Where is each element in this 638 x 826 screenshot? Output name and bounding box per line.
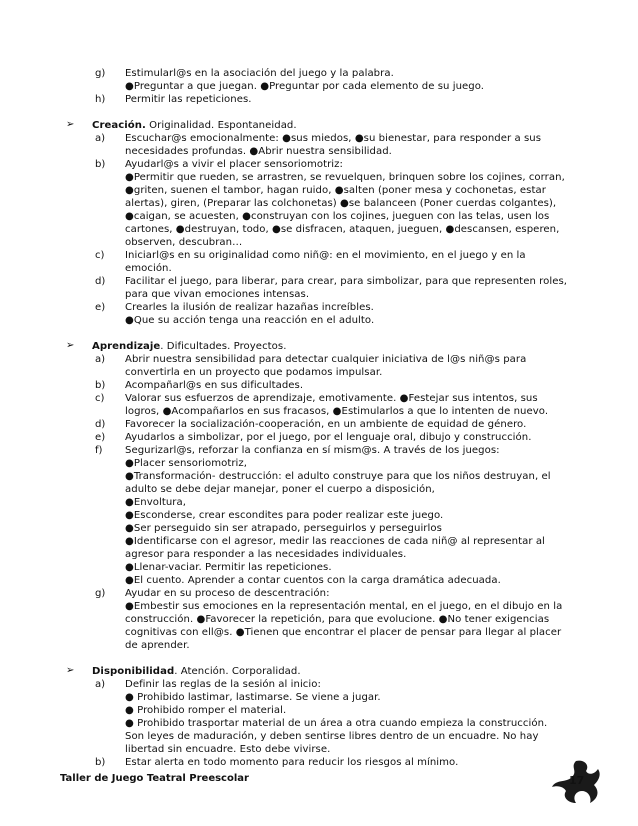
- text-line: Permitir las repeticiones.: [125, 94, 252, 105]
- text-line: agresor para responder a las necesidades individuales.: [125, 549, 407, 560]
- section-heading: [92, 341, 286, 353]
- text-line: alertas), giren, (Preparar las colchonetas) ●se balanceen (Poner cuerdas colgantes),: [125, 198, 557, 209]
- list-item-marker: b): [95, 757, 106, 768]
- text-line: ●griten, suenen el tambor, hagan ruido, ●salten (poner mesa y cochonetas, estar: [125, 185, 546, 196]
- list-item-marker: b): [95, 380, 106, 391]
- list-item-marker: h): [95, 94, 106, 105]
- text-line: Acompañarl@s en sus dificultades.: [125, 380, 304, 391]
- page-number: 17: [569, 774, 585, 787]
- list-item-marker: a): [95, 354, 106, 365]
- section-heading-keyword: Disponibilidad: [92, 666, 175, 677]
- text-line: construcción. ●Favorecer la repetición, para que evolucione. ●No tener exigencias: [125, 614, 550, 625]
- text-line: ●Embestir sus emociones en la representación mental, en el juego, en el dibujo en la: [125, 601, 563, 612]
- section-heading-subtitle: Originalidad. Espontaneidad.: [145, 120, 297, 131]
- text-line: Escuchar@s emocionalmente: ●sus miedos, ●su bienestar, para responder a sus: [125, 133, 542, 144]
- text-line: ●Preguntar a que juegan. ●Preguntar por cada elemento de su juego.: [125, 81, 485, 92]
- text-line: ● Prohibido lastimar, lastimarse. Se viene a jugar.: [125, 692, 381, 703]
- text-line: Ayudar en su proceso de descentración:: [125, 588, 330, 599]
- list-item-marker: c): [95, 393, 105, 404]
- list-item-marker: c): [95, 250, 105, 261]
- list-item-marker: e): [95, 302, 106, 313]
- list-item-marker: g): [95, 68, 106, 79]
- text-line: cognitivas con ell@s. ●Tienen que encontrar el placer de pensar para llegar al placer: [125, 627, 562, 638]
- text-line: observen, descubran…: [125, 237, 243, 248]
- text-line: Iniciarl@s en su originalidad como niñ@: en el movimiento, en el juego y en la: [125, 250, 526, 261]
- text-line: ●Que su acción tenga una reacción en el adulto.: [125, 315, 375, 326]
- section-heading: [92, 120, 297, 132]
- text-line: ●Llenar-vaciar. Permitir las repeticiones.: [125, 562, 332, 573]
- section-heading: [92, 666, 301, 678]
- text-line: Facilitar el juego, para liberar, para crear, para simbolizar, para que representen roles,: [125, 276, 568, 287]
- text-line: ●El cuento. Aprender a contar cuentos con la carga dramática adecuada.: [125, 575, 501, 586]
- list-item-marker: g): [95, 588, 106, 599]
- section-bullet-icon: ➢: [66, 340, 75, 351]
- text-line: logros, ●Acompañarlos en sus fracasos, ●Estimularlos a que lo intenten de nuevo.: [125, 406, 549, 417]
- text-line: Estar alerta en todo momento para reducir los riesgos al mínimo.: [125, 757, 459, 768]
- text-line: ● Prohibido trasportar material de un área a otra cuando empieza la construcción.: [125, 718, 548, 729]
- section-heading-subtitle: . Dificultades. Proyectos.: [160, 341, 287, 352]
- text-line: ●caigan, se acuesten, ●construyan con los cojines, jueguen con las telas, usen los: [125, 211, 550, 222]
- text-line: convertirla en un proyecto que podamos impulsar.: [125, 367, 383, 378]
- text-line: necesidades profundas. ●Abrir nuestra sensibilidad.: [125, 146, 392, 157]
- text-line: ●Esconderse, crear escondites para poder realizar este juego.: [125, 510, 444, 521]
- text-line: de aprender.: [125, 640, 190, 651]
- text-line: para que vivan emociones intensas.: [125, 289, 310, 300]
- text-line: libertad sin encuadre. Esto debe vivirse.: [125, 744, 331, 755]
- list-item-marker: d): [95, 276, 106, 287]
- section-heading-subtitle: . Atención. Corporalidad.: [174, 666, 301, 677]
- list-item-marker: a): [95, 133, 106, 144]
- text-line: ●Transformación- destrucción: el adulto construye para que los niños destruyan, el: [125, 471, 551, 482]
- section-bullet-icon: ➢: [66, 119, 75, 130]
- text-line: Estimularl@s en la asociación del juego y la palabra.: [125, 68, 394, 79]
- list-item-marker: e): [95, 432, 106, 443]
- text-line: ● Prohibido romper el material.: [125, 705, 287, 716]
- text-line: cartones, ●destruyan, todo, ●se disfracen, ataquen, jueguen, ●descansen, esperen,: [125, 224, 560, 235]
- text-line: emoción.: [125, 263, 172, 274]
- footer-title: Taller de Juego Teatral Preescolar: [60, 773, 249, 784]
- text-line: ●Permitir que rueden, se arrastren, se revuelquen, brinquen sobre los cojines, corran,: [125, 172, 565, 183]
- text-line: Valorar sus esfuerzos de aprendizaje, emotivamente. ●Festejar sus intentos, sus: [125, 393, 538, 404]
- list-item-marker: d): [95, 419, 106, 430]
- section-bullet-icon: ➢: [66, 665, 75, 676]
- text-line: ●Ser perseguido sin ser atrapado, perseguirlos y perseguirlos: [125, 523, 442, 534]
- list-item-marker: f): [95, 445, 103, 456]
- text-line: Abrir nuestra sensibilidad para detectar cualquier iniciativa de l@s niñ@s para: [125, 354, 527, 365]
- section-heading-keyword: Creación.: [92, 120, 146, 131]
- text-line: Ayudarlos a simbolizar, por el juego, por el lenguaje oral, dibujo y construcción.: [125, 432, 532, 443]
- list-item-marker: b): [95, 159, 106, 170]
- text-line: Ayudarl@s a vivir el placer sensoriomotriz:: [125, 159, 343, 170]
- list-item-marker: a): [95, 679, 106, 690]
- text-line: Segurizarl@s, reforzar la confianza en sí mism@s. A través de los juegos:: [125, 445, 500, 456]
- text-line: ●Placer sensoriomotriz,: [125, 458, 248, 469]
- text-line: ●Envoltura,: [125, 497, 186, 508]
- text-line: Crearles la ilusión de realizar hazañas increíbles.: [125, 302, 374, 313]
- text-line: Son leyes de maduración, y deben sentirse libres dentro de un encuadre. No hay: [125, 731, 539, 742]
- text-line: Favorecer la socialización-cooperación, en un ambiente de equidad de género.: [125, 419, 527, 430]
- text-line: adulto se debe dejar manejar, poner el cuerpo a disposición,: [125, 484, 435, 495]
- text-line: ●Identificarse con el agresor, medir las reacciones de cada niñ@ al representar al: [125, 536, 545, 547]
- section-heading-keyword: Aprendizaje: [92, 341, 161, 352]
- text-line: Definir las reglas de la sesión al inicio:: [125, 679, 321, 690]
